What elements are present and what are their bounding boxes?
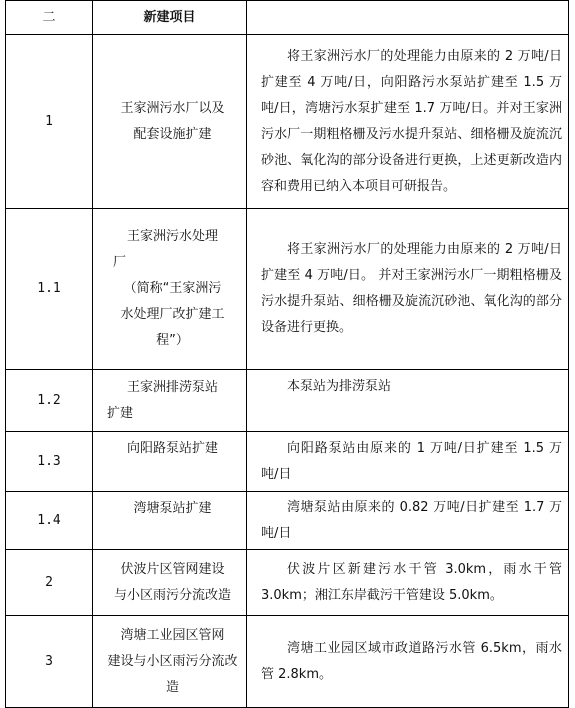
project-name-line: （简称“王家洲污 — [123, 281, 222, 296]
project-name-line: 程”） — [156, 333, 189, 348]
project-name-line: 王家洲污水厂以及 — [120, 100, 225, 116]
project-name-cell — [93, 616, 247, 708]
row-number: 1.3 — [6, 432, 93, 492]
table-row — [6, 209, 569, 370]
project-table — [5, 0, 569, 708]
project-name-line: 配套设施扩建 — [133, 126, 212, 142]
table-row — [6, 616, 569, 708]
project-name-line: 造 — [165, 679, 179, 695]
row-number: 1.1 — [6, 209, 93, 370]
project-name-line: 扩建 — [107, 405, 134, 421]
project-name-line: 湾塘泵站扩建 — [133, 501, 212, 516]
project-name-cell — [93, 35, 247, 209]
project-name-cell — [93, 432, 247, 492]
table-row — [6, 370, 569, 432]
project-name-line: 建设与小区雨污分流改 — [107, 653, 238, 669]
project-name-cell — [93, 370, 247, 432]
project-desc-cell — [247, 35, 569, 209]
table-row — [6, 35, 569, 209]
project-description: 将王家洲污水厂的处理能力由原来的 2 万吨/日扩建至 4 万吨/日。 并对王家洲污水厂一期粗格栅及污水提升泵站、细格栅及旋流沉砂池、氧化沟的部分设备进行更换。 — [261, 242, 562, 335]
project-desc-cell — [247, 550, 569, 616]
project-desc-cell — [247, 492, 569, 550]
project-description: 向阳路泵站由原来的 1 万吨/日扩建至 1.5 万吨/日 — [261, 440, 562, 482]
row-number: 1 — [6, 35, 93, 209]
table-row — [6, 432, 569, 492]
project-name-line: 湾塘工业园区管网 — [120, 627, 225, 643]
project-name-line: 与小区雨污分流改造 — [113, 587, 231, 603]
table-header-row — [6, 1, 569, 35]
project-desc-cell — [247, 616, 569, 708]
project-name-cell — [93, 492, 247, 550]
project-description: 本泵站为排涝泵站 — [287, 379, 392, 394]
project-desc-cell — [247, 370, 569, 432]
project-desc-cell — [247, 209, 569, 370]
project-name-line: 王家洲污水处理 — [126, 229, 218, 244]
project-desc-cell — [247, 432, 569, 492]
project-name-line: 厂 — [113, 255, 127, 270]
project-name-line: 水处理厂改扩建工 — [120, 307, 225, 322]
row-number: 2 — [6, 550, 93, 616]
table-row — [6, 492, 569, 550]
project-name-cell — [93, 550, 247, 616]
project-description: 湾塘工业园区域市政道路污水管 6.5km，雨水管 2.8km。 — [261, 640, 562, 682]
row-number: 1.2 — [6, 370, 93, 432]
project-name-line: 向阳路泵站扩建 — [126, 441, 218, 456]
section-title: 新建项目 — [93, 1, 247, 35]
row-number: 1.4 — [6, 492, 93, 550]
project-name-cell — [93, 209, 247, 370]
header-desc-cell — [247, 1, 569, 35]
project-description: 湾塘泵站由原来的 0.82 万吨/日扩建至 1.7 万吨/日 — [261, 499, 562, 541]
project-description: 伏波片区新建污水干管 3.0km，雨水干管 3.0km；湘江东岸截污干管建设 5.0km。 — [261, 561, 562, 603]
project-description: 将王家洲污水厂的处理能力由原来的 2 万吨/日扩建至 4 万吨/日，向阳路污水泵站扩建至 1.5 万吨/日，湾塘污水泵扩建至 1.7 万吨/日。并对王家洲污水厂一期粗格栅及污水提升泵站、细格栅及旋流沉砂池、氧化沟的部分设备进行更换，上述更新改造内容和费用已纳入本项目可研报告。 — [261, 48, 562, 194]
project-name-line: 王家洲排涝泵站 — [126, 379, 218, 395]
section-number: 二 — [6, 1, 93, 35]
row-number: 3 — [6, 616, 93, 708]
project-name-line: 伏波片区管网建设 — [120, 561, 225, 577]
table-row — [6, 550, 569, 616]
